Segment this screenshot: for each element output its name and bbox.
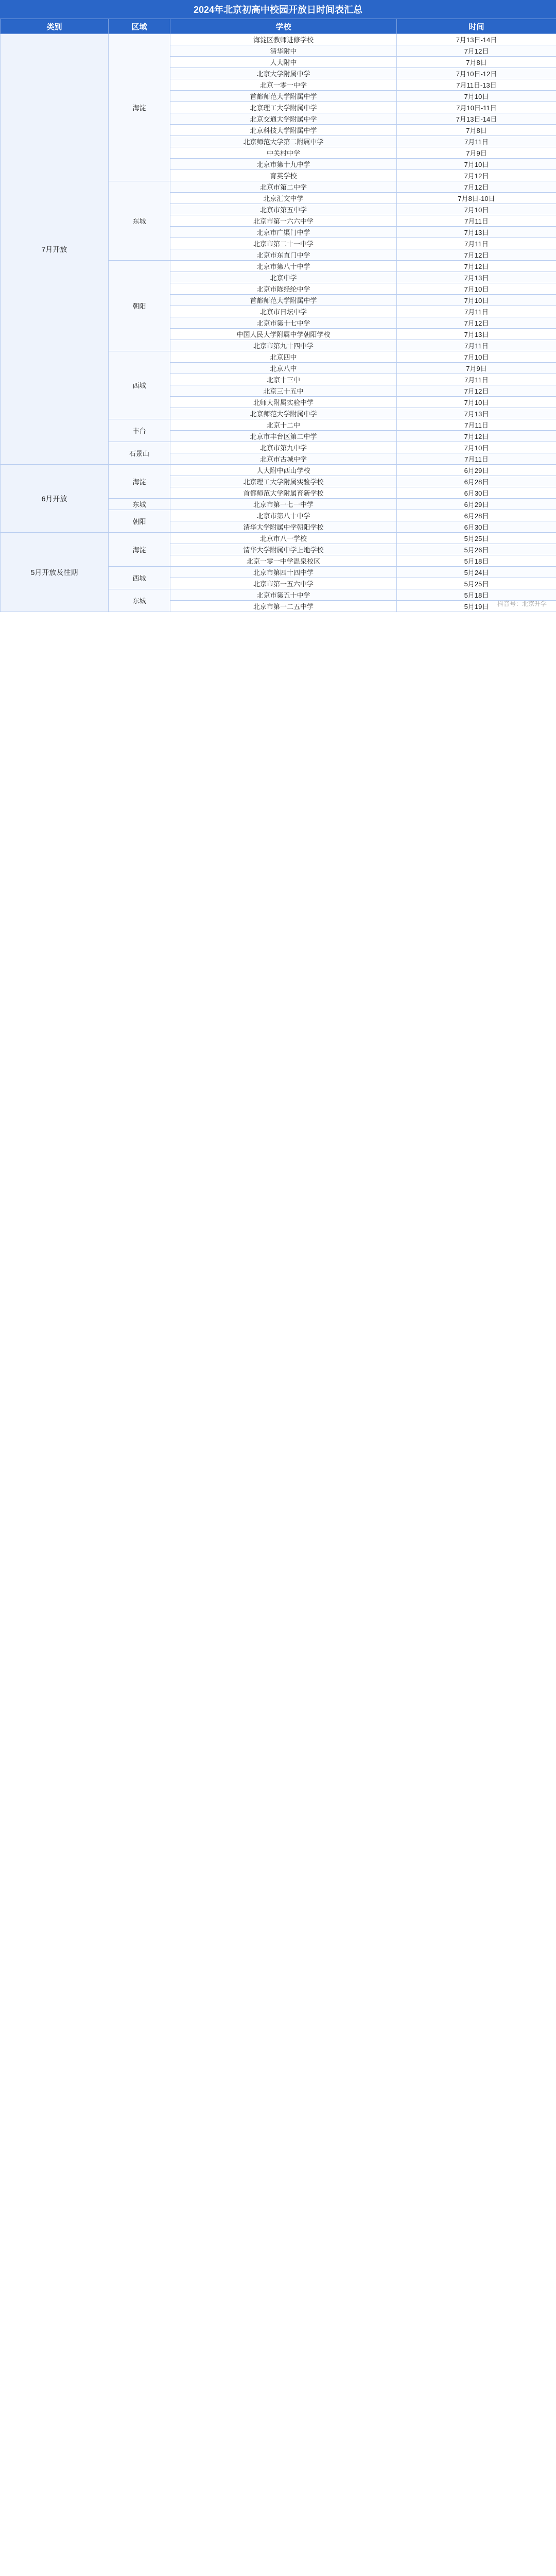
time-cell: 7月10日-12日 [397, 68, 556, 79]
school-cell: 北京市第九中学 [170, 442, 397, 453]
school-cell: 北京市第四十四中学 [170, 567, 397, 578]
school-cell: 北京汇文中学 [170, 193, 397, 204]
school-cell: 北京中学 [170, 272, 397, 283]
school-cell: 北京十三中 [170, 374, 397, 385]
school-cell: 北京市第二中学 [170, 181, 397, 193]
time-cell: 7月8日 [397, 57, 556, 68]
district-cell: 东城 [109, 181, 170, 261]
time-cell: 7月11日 [397, 215, 556, 227]
district-cell: 海淀 [109, 465, 170, 499]
school-cell: 人大附中 [170, 57, 397, 68]
school-cell: 北京市第五中学 [170, 204, 397, 215]
time-cell: 7月11日 [397, 453, 556, 465]
time-cell: 6月28日 [397, 476, 556, 487]
table-body [1, 34, 556, 612]
time-cell: 5月18日 [397, 555, 556, 567]
school-cell: 清华大学附属中学朝阳学校 [170, 521, 397, 533]
school-cell: 北京一零一中学温泉校区 [170, 555, 397, 567]
time-cell: 7月10日 [397, 204, 556, 215]
header-category: 类别 [1, 19, 109, 34]
school-cell: 北京市丰台区第二中学 [170, 431, 397, 442]
time-cell: 5月18日 [397, 589, 556, 601]
school-cell: 北京四中 [170, 351, 397, 363]
school-cell: 北京市第九十四中学 [170, 340, 397, 351]
school-cell: 北京科技大学附属中学 [170, 125, 397, 136]
time-cell: 7月9日 [397, 147, 556, 159]
school-cell: 北京师范大学附属中学 [170, 408, 397, 419]
time-cell: 7月13日-14日 [397, 113, 556, 125]
district-cell: 石景山 [109, 442, 170, 465]
time-cell: 5月26日 [397, 544, 556, 555]
school-cell: 首都师范大学附属中学 [170, 91, 397, 102]
district-cell: 朝阳 [109, 510, 170, 533]
school-cell: 首都师范大学附属育新学校 [170, 487, 397, 499]
time-cell: 7月10日 [397, 295, 556, 306]
time-cell: 7月10日 [397, 351, 556, 363]
school-cell: 北京师范大学第二附属中学 [170, 136, 397, 147]
time-cell: 7月11日 [397, 340, 556, 351]
time-cell: 7月11日 [397, 136, 556, 147]
school-cell: 北京市第五十中学 [170, 589, 397, 601]
watermark: 抖音号：北京升学 [497, 600, 547, 607]
school-cell: 北京市第二十一中学 [170, 238, 397, 249]
school-cell: 北京市东直门中学 [170, 249, 397, 261]
school-cell: 北京三十五中 [170, 385, 397, 397]
time-cell: 5月25日 [397, 533, 556, 544]
time-cell: 7月10日 [397, 442, 556, 453]
school-cell: 北京一零一中学 [170, 79, 397, 91]
district-cell: 丰台 [109, 419, 170, 442]
time-cell: 7月13日 [397, 272, 556, 283]
school-cell: 北京理工大学附属实验学校 [170, 476, 397, 487]
time-cell: 7月13日 [397, 329, 556, 340]
time-cell: 7月12日 [397, 249, 556, 261]
time-cell: 6月29日 [397, 499, 556, 510]
category-cell: 6月开放 [1, 465, 109, 533]
school-cell: 北京八中 [170, 363, 397, 374]
header-district: 区域 [109, 19, 170, 34]
time-cell: 7月11日 [397, 419, 556, 431]
time-cell: 7月11日-13日 [397, 79, 556, 91]
page [0, 0, 556, 612]
time-cell: 5月25日 [397, 578, 556, 589]
time-cell: 7月10日 [397, 159, 556, 170]
school-cell: 北京市广渠门中学 [170, 227, 397, 238]
page-title: 2024年北京初高中校园开放日时间表汇总 [0, 0, 556, 19]
school-cell: 清华大学附属中学上地学校 [170, 544, 397, 555]
time-cell: 7月12日 [397, 317, 556, 329]
district-cell: 朝阳 [109, 261, 170, 351]
table-header-row [1, 19, 556, 34]
school-cell: 中国人民大学附属中学朝阳学校 [170, 329, 397, 340]
school-cell: 北京理工大学附属中学 [170, 102, 397, 113]
time-cell: 7月12日 [397, 431, 556, 442]
table-row [1, 34, 556, 45]
table-row [1, 533, 556, 544]
category-cell: 5月开放及往期 [1, 533, 109, 612]
schedule-table [0, 19, 556, 612]
school-cell: 北京市第一六六中学 [170, 215, 397, 227]
school-cell: 首都师范大学附属中学 [170, 295, 397, 306]
header-time: 时间 [397, 19, 556, 34]
time-cell: 6月30日 [397, 521, 556, 533]
time-cell: 7月10日-11日 [397, 102, 556, 113]
header-school: 学校 [170, 19, 397, 34]
school-cell: 北京市第一五六中学 [170, 578, 397, 589]
time-cell: 7月10日 [397, 91, 556, 102]
school-cell: 北京大学附属中学 [170, 68, 397, 79]
school-cell: 北京市第十九中学 [170, 159, 397, 170]
time-cell: 7月12日 [397, 45, 556, 57]
time-cell: 7月12日 [397, 170, 556, 181]
school-cell: 北京十二中 [170, 419, 397, 431]
time-cell: 7月10日 [397, 283, 556, 295]
time-cell: 7月11日 [397, 306, 556, 317]
school-cell: 育英学校 [170, 170, 397, 181]
time-cell: 7月12日 [397, 385, 556, 397]
school-cell: 北京交通大学附属中学 [170, 113, 397, 125]
school-cell: 北京市陈经纶中学 [170, 283, 397, 295]
time-cell: 7月11日 [397, 238, 556, 249]
district-cell: 西城 [109, 351, 170, 419]
district-cell: 海淀 [109, 533, 170, 567]
time-cell: 7月12日 [397, 261, 556, 272]
school-cell: 北京市八一学校 [170, 533, 397, 544]
time-cell: 6月29日 [397, 465, 556, 476]
time-cell: 7月11日 [397, 374, 556, 385]
school-cell: 北京市第十七中学 [170, 317, 397, 329]
time-cell: 7月8日-10日 [397, 193, 556, 204]
time-cell: 7月13日 [397, 227, 556, 238]
time-cell: 6月30日 [397, 487, 556, 499]
district-cell: 东城 [109, 589, 170, 612]
school-cell: 中关村中学 [170, 147, 397, 159]
school-cell: 北京市第八十中学 [170, 261, 397, 272]
school-cell: 北京市第一二五中学 [170, 601, 397, 612]
time-cell: 7月9日 [397, 363, 556, 374]
school-cell: 北师大附属实验中学 [170, 397, 397, 408]
district-cell: 海淀 [109, 34, 170, 181]
school-cell: 人大附中西山学校 [170, 465, 397, 476]
school-cell: 北京市第一七一中学 [170, 499, 397, 510]
time-cell: 5月24日 [397, 567, 556, 578]
school-cell: 北京市古城中学 [170, 453, 397, 465]
category-cell: 7月开放 [1, 34, 109, 465]
district-cell: 东城 [109, 499, 170, 510]
time-cell: 5月19日 [397, 601, 556, 612]
school-cell: 清华附中 [170, 45, 397, 57]
time-cell: 7月13日-14日 [397, 34, 556, 45]
school-cell: 北京市日坛中学 [170, 306, 397, 317]
time-cell: 7月8日 [397, 125, 556, 136]
time-cell: 6月28日 [397, 510, 556, 521]
time-cell: 7月12日 [397, 181, 556, 193]
time-cell: 7月10日 [397, 397, 556, 408]
time-cell: 7月13日 [397, 408, 556, 419]
district-cell: 西城 [109, 567, 170, 589]
school-cell: 海淀区教师进修学校 [170, 34, 397, 45]
school-cell: 北京市第八十中学 [170, 510, 397, 521]
table-row [1, 465, 556, 476]
